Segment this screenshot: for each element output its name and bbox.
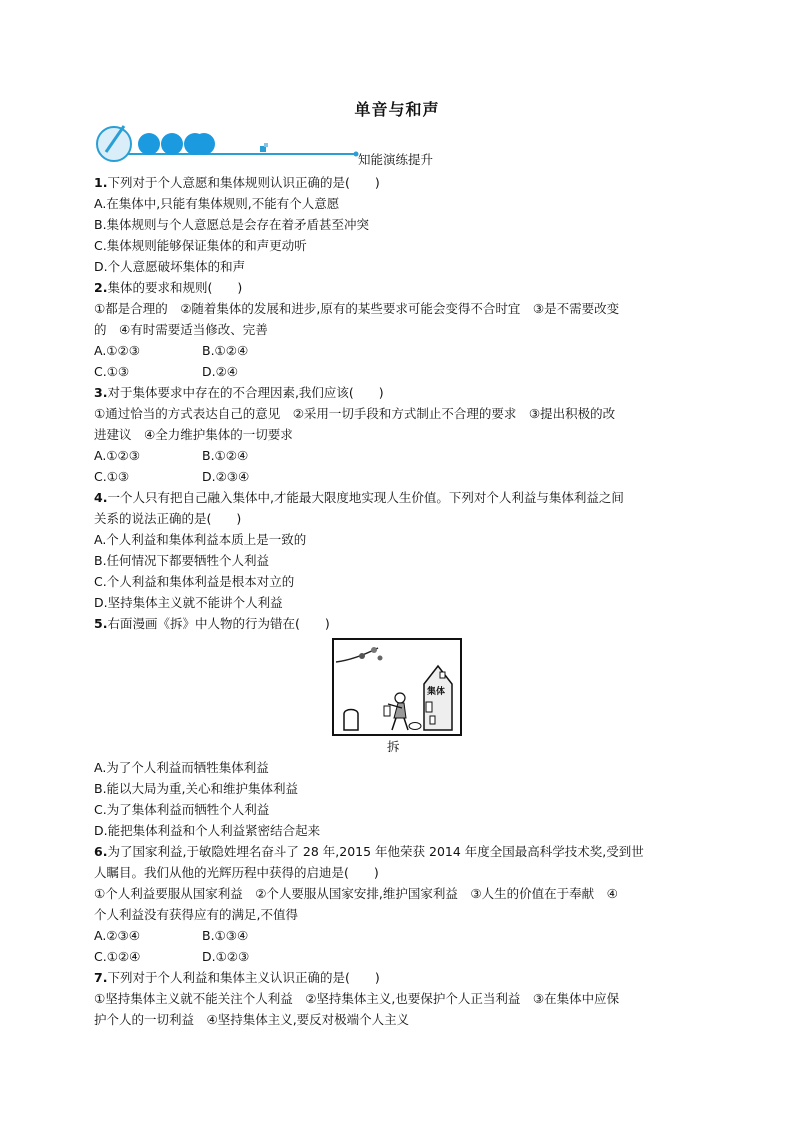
option-row [94,361,696,382]
option: D.②③④ [202,469,250,484]
question-number: 1. [94,175,108,190]
option: A.①②③ [94,343,140,358]
option: B.①②④ [202,448,249,463]
question-stem: 为了国家利益,于敏隐姓埋名奋斗了 28 年,2015 年他荣获 2014 年度全国最高科学技术奖,受到世 [107,844,644,859]
option-row [94,340,696,361]
question-statements: 护个人的一切利益 ④坚持集体主义,要反对极端个人主义 [94,1012,410,1027]
page-title: 单音与和声 [354,100,440,119]
question-number: 4. [94,490,108,505]
question-statements: ①都是合理的 ②随着集体的发展和进步,原有的某些要求可能会变得不合时宜 ③是不需要改变 [94,301,620,316]
section-label: 知能演练提升 [358,152,434,167]
option: A.在集体中,只能有集体规则,不能有个人意愿 [94,196,340,211]
question-stem: 一个人只有把自己融入集体中,才能最大限度地实现人生价值。下列对个人利益与集体利益之间 [107,490,624,505]
cartoon-illustration [332,638,462,736]
option: B.任何情况下都要牺牲个人利益 [94,553,270,568]
banner-dot-icon [193,133,215,155]
option: D.个人意愿破坏集体的和声 [94,259,246,274]
quill-badge-icon [97,127,131,161]
option: C.为了集体利益而牺牲个人利益 [94,802,270,817]
option: A.②③④ [94,928,140,943]
banner-square-icon [264,143,268,147]
option-row [94,925,696,946]
question-statements: 个人利益没有获得应有的满足,不值得 [94,907,298,922]
option-row [94,466,696,487]
option: C.①③ [94,469,130,484]
question-stem: 下列对于个人利益和集体主义认识正确的是( ) [107,970,380,985]
banner-dot-icon [138,133,160,155]
option: A.个人利益和集体利益本质上是一致的 [94,532,307,547]
banner-dot-icon [161,133,183,155]
question-7 [94,967,696,1030]
option: B.①②④ [202,343,249,358]
option: C.①③ [94,364,130,379]
question-1 [94,172,696,277]
question-number: 3. [94,385,108,400]
question-stem: 右面漫画《拆》中人物的行为错在( ) [107,616,330,631]
option: A.①②③ [94,448,140,463]
option: D.坚持集体主义就不能讲个人利益 [94,595,283,610]
option: C.个人利益和集体利益是根本对立的 [94,574,295,589]
question-stem: 关系的说法正确的是( ) [94,511,242,526]
question-number: 5. [94,616,108,631]
option: B.集体规则与个人意愿总是会存在着矛盾甚至冲突 [94,217,370,232]
question-number: 2. [94,280,108,295]
question-statements: ①坚持集体主义就不能关注个人利益 ②坚持集体主义,也要保护个人正当利益 ③在集体中应保 [94,991,620,1006]
option-row [94,445,696,466]
chair-icon [344,710,358,731]
person-icon [395,693,405,703]
cartoon-caption: 拆 [387,739,400,754]
option: D.②④ [202,364,239,379]
option: C.①②④ [94,949,141,964]
option: A.为了个人利益而牺牲集体利益 [94,760,269,775]
option: B.①③④ [202,928,249,943]
question-3 [94,382,696,487]
question-statements: ①个人利益要服从国家利益 ②个人要服从国家安排,维护国家利益 ③人生的价值在于奉献 ④ [94,886,618,901]
building-label: 集体 [427,687,446,697]
question-stem: 下列对于个人意愿和集体规则认识正确的是( ) [107,175,380,190]
option: D.①②③ [202,949,250,964]
question-statements: 进建议 ④全力维护集体的一切要求 [94,427,293,442]
question-6 [94,841,696,967]
question-statements: ①通过恰当的方式表达自己的意见 ②采用一切手段和方式制止不合理的要求 ③提出积极的改 [94,406,616,421]
question-number: 7. [94,970,108,985]
question-stem: 人瞩目。我们从他的光辉历程中获得的启迪是( ) [94,865,379,880]
question-number: 6. [94,844,108,859]
question-stem: 集体的要求和规则( ) [107,280,243,295]
option: C.集体规则能够保证集体的和声更动听 [94,238,307,253]
question-5 [94,613,696,841]
option-row [94,946,696,967]
option: D.能把集体利益和个人利益紧密结合起来 [94,823,321,838]
question-stem: 对于集体要求中存在的不合理因素,我们应该( ) [107,385,384,400]
option: B.能以大局为重,关心和维护集体利益 [94,781,299,796]
question-2 [94,277,696,382]
question-4 [94,487,696,613]
question-statements: 的 ④有时需要适当修改、完善 [94,322,268,337]
question-list [94,172,696,1030]
